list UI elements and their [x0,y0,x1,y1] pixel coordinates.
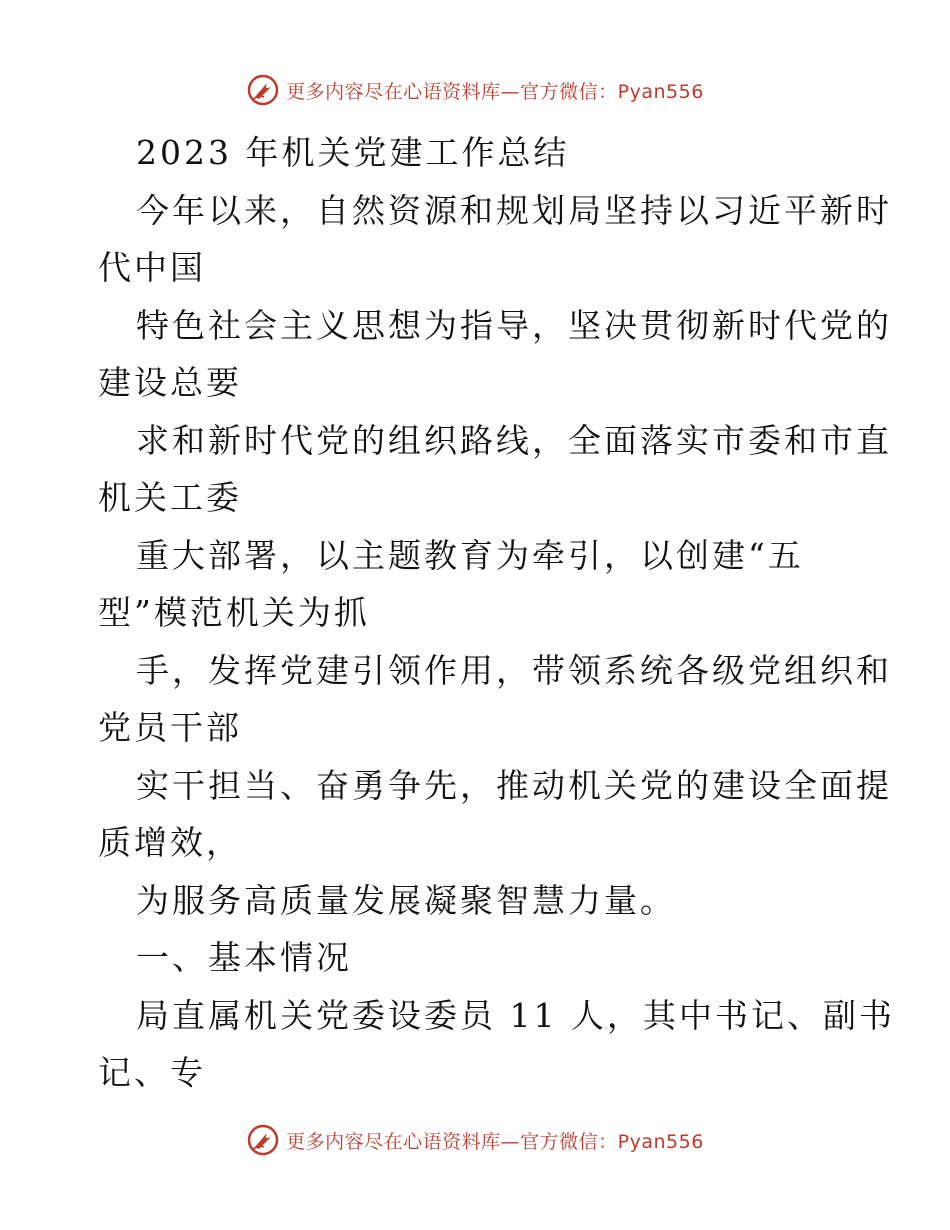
text-line: 党员干部 [98,708,242,747]
text-line: 质增效， [98,823,242,862]
pen-nib-logo-icon [246,1123,280,1157]
text-line: 局直属机关党委设委员 11 人，其中书记、副书 [136,995,895,1035]
document-title: 2023 年机关党建工作总结 [136,133,570,172]
watermark-text: 更多内容尽在心语资料库—官方微信：Pyan556 [286,1130,704,1153]
watermark-header [0,70,950,110]
text-line: 建设总要 [98,363,242,402]
text-line: 机关工委 [98,478,242,517]
text-line: 为服务高质量发展凝聚智慧力量。 [136,880,676,920]
text-line: 代中国 [98,248,206,287]
text-line: 实干担当、奋勇争先，推动机关党的建设全面提 [136,765,892,805]
text-line: 今年以来，自然资源和规划局坚持以习近平新时 [136,190,892,230]
watermark-text: 更多内容尽在心语资料库—官方微信：Pyan556 [286,80,704,103]
text-line: 记、专 [98,1053,206,1092]
text-line: 型”模范机关为抓 [98,593,370,632]
text-line: 重大部署，以主题教育为牵引，以创建“五 [136,535,804,575]
text-line: 求和新时代党的组织路线，全面落实市委和市直 [136,420,892,460]
watermark-footer [0,1120,950,1160]
pen-nib-logo-icon [246,73,280,107]
text-line: 手，发挥党建引领作用，带领系统各级党组织和 [136,650,892,690]
document-body [98,124,895,1102]
text-line: 特色社会主义思想为指导，坚决贯彻新时代党的 [136,305,892,345]
text-line: 一、基本情况 [136,938,352,977]
